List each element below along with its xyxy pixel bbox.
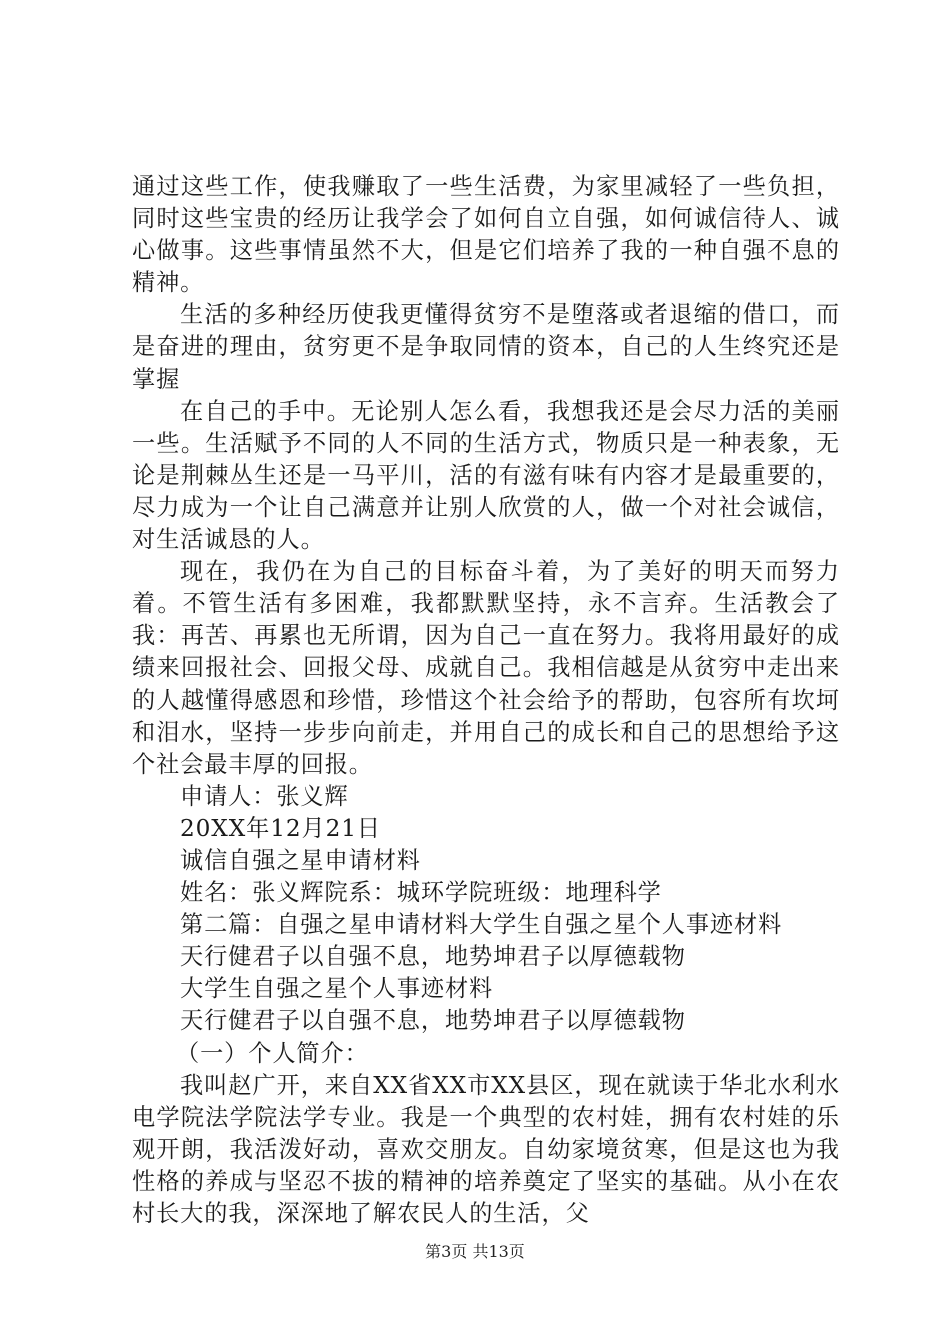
motto-line: 天行健君子以自强不息，地势坤君子以厚德载物	[180, 943, 686, 971]
document-body	[132, 171, 840, 1230]
paragraph-own-hands: 在自己的手中。无论别人怎么看，我想我还是会尽力活的美丽一些。生活赋予不同的人不同的生活方式，物质只是一种表象，无论是荆棘丛生还是一马平川，活的有滋有味有内容才是最重要的，尽力成为一个让自己满意并让别人欣赏的人，做一个对社会诚信，对生活诚恳的人。	[132, 397, 840, 554]
page-number-footer: 第3页 共13页	[425, 1242, 525, 1261]
motto-line-repeat: 天行健君子以自强不息，地势坤君子以厚德载物	[180, 1007, 686, 1035]
paragraph-personal-intro: 我叫赵广开，来自XX省XX市XX县区，现在就读于华北水利水电学院法学院法学专业。我是一个典型的农村娃，拥有农村娃的乐观开朗，我活泼好动，喜欢交朋友。自幼家境贫寒，但是这也为我性格的养成与坚忍不拔的精神的培养奠定了坚实的基础。从小在农村长大的我，深深地了解农民人的生活，父	[132, 1071, 840, 1227]
section-personal-intro-heading: （一）个人简介：	[176, 1039, 369, 1067]
subtitle-line: 大学生自强之星个人事迹材料	[180, 975, 494, 1003]
applicant-line: 申请人：张义辉	[180, 782, 349, 810]
date-line: 20XX年12月21日	[180, 814, 381, 842]
paragraph-life-experience: 生活的多种经历使我更懂得贫穷不是堕落或者退缩的借口，而是奋进的理由，贫穷更不是争取同情的资本，自己的人生终究还是掌握	[132, 301, 840, 393]
chapter-two-heading: 第二篇：自强之星申请材料大学生自强之星个人事迹材料	[180, 911, 783, 939]
material-title-line: 诚信自强之星申请材料	[180, 846, 421, 874]
paragraph-work-experience: 通过这些工作，使我赚取了一些生活费，为家里减轻了一些负担，同时这些宝贵的经历让我学会了如何自立自强，如何诚信待人、诚心做事。这些事情虽然不大，但是它们培养了我的一种自强不息的精神。	[132, 173, 840, 297]
paragraph-current-striving: 现在，我仍在为自己的目标奋斗着，为了美好的明天而努力着。不管生活有多困难，我都默默坚持，永不言弃。生活教会了我：再苦、再累也无所谓，因为自己一直在努力。我将用最好的成绩来回报社会、回报父母、成就自己。我相信越是从贫穷中走出来的人越懂得感恩和珍惜，珍惜这个社会给予的帮助，包容所有坎坷和泪水，坚持一步步向前走，并用自己的成长和自己的思想给予这个社会最丰厚的回报。	[132, 558, 840, 778]
applicant-info-line: 姓名：张义辉院系：城环学院班级：地理科学	[180, 879, 662, 907]
